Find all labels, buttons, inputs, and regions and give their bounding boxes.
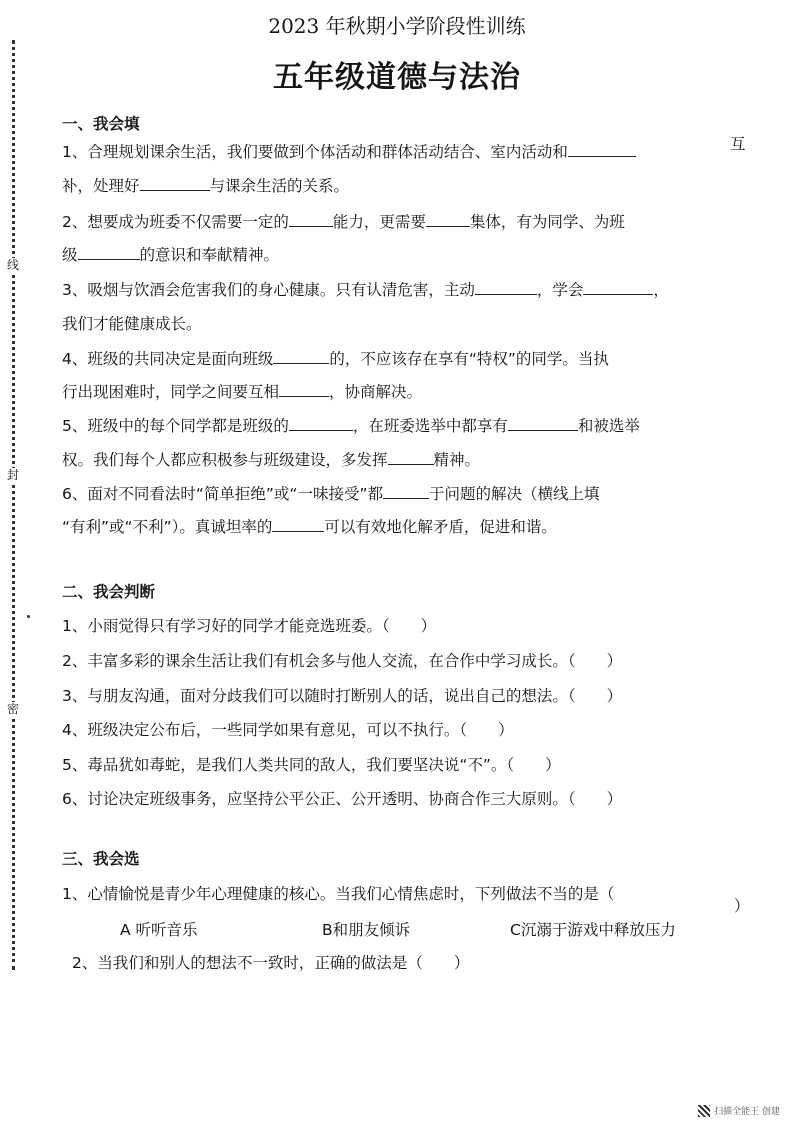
margin-label-mi: 密 [6, 702, 19, 716]
margin-dot [27, 615, 30, 618]
blank-field[interactable] [289, 416, 353, 431]
judge-item-5: 5、毒品犹如毒蛇，是我们人类共同的敌人，我们要坚决说“不”。（ ） [62, 756, 561, 774]
scanner-watermark: 扫描全能王 创建 [698, 1104, 780, 1118]
judge-item-1: 1、小雨觉得只有学习好的同学才能竞选班委。（ ） [62, 617, 437, 635]
blank-field[interactable] [426, 212, 470, 227]
q5-line1: 5、班级中的每个同学都是班级的 ，在班委选举中都享有 和被选举 [62, 417, 640, 435]
q4-line2: 行出现困难时，同学之间要互相 ，协商解决。 [62, 383, 423, 401]
choice-q1-option-b[interactable]: B和朋友倾诉 [322, 921, 411, 939]
blank-field[interactable] [568, 142, 636, 157]
margin-label-xian: 线 [6, 258, 19, 272]
choice-q1: 1、心情愉悦是青少年心理健康的核心。当我们心情焦虑时，下列做法不当的是（ [62, 885, 615, 903]
section2-heading: 二、我会判断 [62, 583, 156, 601]
blank-field[interactable] [279, 382, 329, 397]
blank-field[interactable] [388, 450, 434, 465]
q1-line2: 补，处理好 与课余生活的关系。 [62, 177, 350, 195]
margin-label-feng: 封 [6, 468, 19, 482]
blank-field[interactable] [475, 280, 537, 295]
q2-line1: 2、想要成为班委不仅需要一定的 能力，更需要 集体，有为同学、为班 [62, 213, 625, 231]
q3-line2: 我们才能健康成长。 [62, 315, 202, 333]
blank-field[interactable] [78, 245, 140, 260]
binding-margin-dotted-line [12, 40, 15, 970]
judge-item-3: 3、与朋友沟通，面对分歧我们可以随时打断别人的话，说出自己的想法。（ ） [62, 687, 623, 705]
blank-field[interactable] [272, 517, 324, 532]
choice-q1-paren-close: ） [734, 897, 750, 915]
judge-item-4: 4、班级决定公布后，一些同学如果有意见，可以不执行。（ ） [62, 721, 514, 739]
q1-line1-end: 互 [730, 135, 746, 153]
choice-q1-option-c[interactable]: C沉溺于游戏中释放压力 [510, 921, 676, 939]
exam-title: 2023 年秋期小学阶段性训练 [268, 14, 526, 38]
section1-heading: 一、我会填 [62, 115, 140, 133]
judge-item-2: 2、丰富多彩的课余生活让我们有机会多与他人交流，在合作中学习成长。（ ） [62, 652, 623, 670]
q6-line2: “有利”或“不利”）。真诚坦率的 可以有效地化解矛盾，促进和谐。 [62, 518, 557, 536]
q3-line1: 3、吸烟与饮酒会危害我们的身心健康。只有认清危害，主动 ，学会 ， [62, 281, 669, 299]
judge-item-6: 6、讨论决定班级事务，应坚持公平公正、公开透明、协商合作三大原则。（ ） [62, 790, 623, 808]
blank-field[interactable] [508, 416, 578, 431]
q5-line2: 权。我们每个人都应积极参与班级建设，多发挥 精神。 [62, 451, 481, 469]
blank-field[interactable] [140, 176, 210, 191]
q4-line1: 4、班级的共同决定是面向班级 的，不应该存在享有“特权”的同学。当执 [62, 350, 609, 368]
q1-line1: 1、合理规划课余生活，我们要做到个体活动和群体活动结合、室内活动和 [62, 142, 636, 162]
choice-q1-option-a[interactable]: A 听听音乐 [120, 921, 198, 939]
q2-line2: 级 的意识和奉献精神。 [62, 246, 280, 264]
section3-heading: 三、我会选 [62, 850, 140, 868]
blank-field[interactable] [289, 212, 333, 227]
qr-code-icon [698, 1105, 710, 1117]
blank-field[interactable] [273, 349, 329, 364]
exam-subject-title: 五年级道德与法治 [273, 60, 521, 95]
q6-line1: 6、面对不同看法时“简单拒绝”或“一味接受”都 于问题的解决（横线上填 [62, 485, 600, 503]
blank-field[interactable] [583, 280, 653, 295]
blank-field[interactable] [383, 484, 429, 499]
choice-q2: 2、当我们和别人的想法不一致时，正确的做法是（ ） [72, 954, 470, 972]
